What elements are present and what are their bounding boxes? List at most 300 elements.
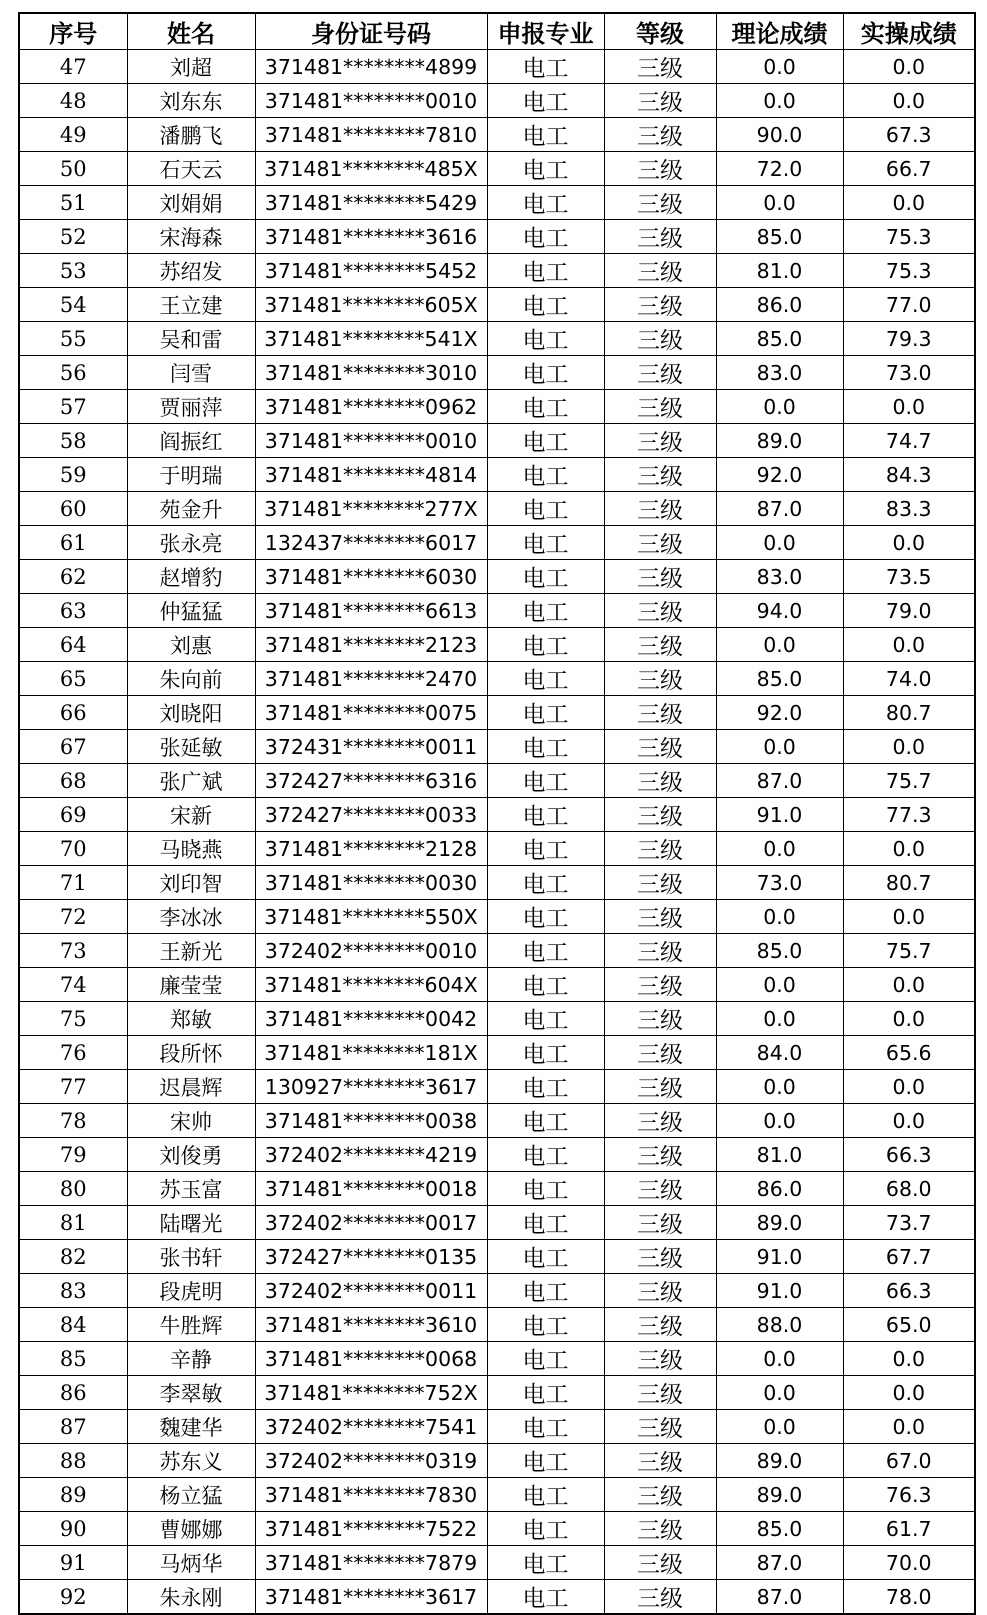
- cell-level: 三级: [604, 526, 716, 560]
- cell-practice-score: 65.6: [843, 1036, 975, 1070]
- cell-theory-score: 85.0: [716, 322, 843, 356]
- cell-seq: 56: [19, 356, 127, 390]
- cell-major: 电工: [487, 84, 604, 118]
- table-row: [19, 458, 975, 492]
- cell-level: 三级: [604, 560, 716, 594]
- cell-practice-score: 77.0: [843, 288, 975, 322]
- cell-name: 张延敏: [127, 730, 255, 764]
- cell-name: 廉莹莹: [127, 968, 255, 1002]
- table-row: [19, 1036, 975, 1070]
- cell-practice-score: 0.0: [843, 390, 975, 424]
- table-row: [19, 1274, 975, 1308]
- cell-id-number: 371481********6030: [255, 560, 487, 594]
- cell-theory-score: 0.0: [716, 1410, 843, 1444]
- cell-id-number: 371481********0010: [255, 84, 487, 118]
- cell-level: 三级: [604, 1308, 716, 1342]
- cell-id-number: 371481********4899: [255, 50, 487, 84]
- cell-practice-score: 73.5: [843, 560, 975, 594]
- cell-practice-score: 80.7: [843, 866, 975, 900]
- cell-theory-score: 89.0: [716, 1478, 843, 1512]
- table-header: [19, 13, 975, 50]
- cell-practice-score: 68.0: [843, 1172, 975, 1206]
- cell-practice-score: 80.7: [843, 696, 975, 730]
- cell-practice-score: 0.0: [843, 1376, 975, 1410]
- cell-id-number: 371481********3010: [255, 356, 487, 390]
- cell-id-number: 371481********0018: [255, 1172, 487, 1206]
- cell-id-number: 371481********5452: [255, 254, 487, 288]
- cell-theory-score: 88.0: [716, 1308, 843, 1342]
- cell-practice-score: 0.0: [843, 1070, 975, 1104]
- cell-id-number: 371481********7810: [255, 118, 487, 152]
- table-row: [19, 1512, 975, 1546]
- cell-id-number: 371481********181X: [255, 1036, 487, 1070]
- cell-name: 刘娟娟: [127, 186, 255, 220]
- cell-seq: 69: [19, 798, 127, 832]
- cell-practice-score: 84.3: [843, 458, 975, 492]
- cell-seq: 92: [19, 1580, 127, 1615]
- cell-practice-score: 65.0: [843, 1308, 975, 1342]
- table-row: [19, 764, 975, 798]
- cell-major: 电工: [487, 1036, 604, 1070]
- cell-level: 三级: [604, 492, 716, 526]
- cell-id-number: 371481********604X: [255, 968, 487, 1002]
- cell-level: 三级: [604, 934, 716, 968]
- table-row: [19, 560, 975, 594]
- cell-seq: 50: [19, 152, 127, 186]
- cell-seq: 49: [19, 118, 127, 152]
- cell-major: 电工: [487, 390, 604, 424]
- cell-practice-score: 74.0: [843, 662, 975, 696]
- cell-practice-score: 75.3: [843, 254, 975, 288]
- cell-name: 张广斌: [127, 764, 255, 798]
- cell-name: 曹娜娜: [127, 1512, 255, 1546]
- cell-theory-score: 83.0: [716, 560, 843, 594]
- cell-theory-score: 0.0: [716, 390, 843, 424]
- cell-id-number: 372402********7541: [255, 1410, 487, 1444]
- cell-practice-score: 75.7: [843, 934, 975, 968]
- cell-level: 三级: [604, 1342, 716, 1376]
- cell-id-number: 130927********3617: [255, 1070, 487, 1104]
- cell-name: 段虎明: [127, 1274, 255, 1308]
- cell-name: 杨立猛: [127, 1478, 255, 1512]
- cell-id-number: 371481********4814: [255, 458, 487, 492]
- cell-level: 三级: [604, 288, 716, 322]
- cell-major: 电工: [487, 866, 604, 900]
- cell-seq: 59: [19, 458, 127, 492]
- cell-seq: 53: [19, 254, 127, 288]
- cell-id-number: 372402********0011: [255, 1274, 487, 1308]
- cell-practice-score: 79.0: [843, 594, 975, 628]
- cell-name: 刘印智: [127, 866, 255, 900]
- cell-name: 王立建: [127, 288, 255, 322]
- cell-practice-score: 66.7: [843, 152, 975, 186]
- table-row: [19, 1546, 975, 1580]
- cell-major: 电工: [487, 1308, 604, 1342]
- cell-name: 牛胜辉: [127, 1308, 255, 1342]
- table-row: [19, 900, 975, 934]
- cell-major: 电工: [487, 968, 604, 1002]
- cell-id-number: 371481********2470: [255, 662, 487, 696]
- cell-id-number: 371481********3616: [255, 220, 487, 254]
- cell-name: 宋帅: [127, 1104, 255, 1138]
- cell-theory-score: 94.0: [716, 594, 843, 628]
- cell-name: 宋新: [127, 798, 255, 832]
- cell-level: 三级: [604, 356, 716, 390]
- cell-theory-score: 87.0: [716, 1546, 843, 1580]
- cell-id-number: 371481********3610: [255, 1308, 487, 1342]
- table-row: [19, 866, 975, 900]
- cell-seq: 83: [19, 1274, 127, 1308]
- cell-major: 电工: [487, 118, 604, 152]
- cell-level: 三级: [604, 1104, 716, 1138]
- cell-practice-score: 74.7: [843, 424, 975, 458]
- cell-theory-score: 89.0: [716, 424, 843, 458]
- cell-practice-score: 61.7: [843, 1512, 975, 1546]
- cell-theory-score: 91.0: [716, 1240, 843, 1274]
- cell-name: 苏东义: [127, 1444, 255, 1478]
- cell-theory-score: 87.0: [716, 492, 843, 526]
- cell-seq: 60: [19, 492, 127, 526]
- cell-major: 电工: [487, 798, 604, 832]
- cell-theory-score: 0.0: [716, 50, 843, 84]
- cell-major: 电工: [487, 50, 604, 84]
- cell-level: 三级: [604, 84, 716, 118]
- cell-theory-score: 84.0: [716, 1036, 843, 1070]
- cell-name: 陆曙光: [127, 1206, 255, 1240]
- cell-id-number: 372402********0010: [255, 934, 487, 968]
- cell-practice-score: 0.0: [843, 526, 975, 560]
- table-row: [19, 1206, 975, 1240]
- cell-practice-score: 0.0: [843, 628, 975, 662]
- cell-practice-score: 79.3: [843, 322, 975, 356]
- cell-seq: 81: [19, 1206, 127, 1240]
- cell-theory-score: 86.0: [716, 288, 843, 322]
- cell-theory-score: 90.0: [716, 118, 843, 152]
- table-row: [19, 1444, 975, 1478]
- cell-theory-score: 87.0: [716, 764, 843, 798]
- cell-seq: 87: [19, 1410, 127, 1444]
- cell-theory-score: 91.0: [716, 798, 843, 832]
- cell-name: 闫雪: [127, 356, 255, 390]
- cell-theory-score: 85.0: [716, 220, 843, 254]
- cell-practice-score: 0.0: [843, 1410, 975, 1444]
- cell-level: 三级: [604, 662, 716, 696]
- cell-id-number: 371481********7879: [255, 1546, 487, 1580]
- cell-level: 三级: [604, 1070, 716, 1104]
- cell-id-number: 371481********752X: [255, 1376, 487, 1410]
- cell-seq: 86: [19, 1376, 127, 1410]
- cell-seq: 65: [19, 662, 127, 696]
- cell-practice-score: 0.0: [843, 1104, 975, 1138]
- cell-seq: 58: [19, 424, 127, 458]
- cell-seq: 54: [19, 288, 127, 322]
- cell-theory-score: 0.0: [716, 1342, 843, 1376]
- table-row: [19, 628, 975, 662]
- table-row: [19, 934, 975, 968]
- cell-level: 三级: [604, 1274, 716, 1308]
- cell-practice-score: 70.0: [843, 1546, 975, 1580]
- cell-id-number: 372427********0033: [255, 798, 487, 832]
- cell-major: 电工: [487, 1580, 604, 1615]
- cell-level: 三级: [604, 1546, 716, 1580]
- table-row: [19, 1478, 975, 1512]
- cell-name: 赵增豹: [127, 560, 255, 594]
- cell-seq: 78: [19, 1104, 127, 1138]
- cell-major: 电工: [487, 1410, 604, 1444]
- table-row: [19, 1410, 975, 1444]
- cell-theory-score: 85.0: [716, 1512, 843, 1546]
- cell-major: 电工: [487, 526, 604, 560]
- cell-level: 三级: [604, 730, 716, 764]
- header-theory-score: 理论成绩: [716, 13, 843, 50]
- cell-seq: 72: [19, 900, 127, 934]
- cell-name: 朱永刚: [127, 1580, 255, 1615]
- cell-major: 电工: [487, 1274, 604, 1308]
- table-row: [19, 424, 975, 458]
- header-major: 申报专业: [487, 13, 604, 50]
- cell-practice-score: 73.7: [843, 1206, 975, 1240]
- cell-name: 郑敏: [127, 1002, 255, 1036]
- cell-id-number: 372427********0135: [255, 1240, 487, 1274]
- cell-id-number: 371481********0042: [255, 1002, 487, 1036]
- table-row: [19, 186, 975, 220]
- cell-practice-score: 78.0: [843, 1580, 975, 1615]
- cell-major: 电工: [487, 934, 604, 968]
- cell-id-number: 372402********0319: [255, 1444, 487, 1478]
- cell-seq: 76: [19, 1036, 127, 1070]
- cell-name: 魏建华: [127, 1410, 255, 1444]
- cell-major: 电工: [487, 1478, 604, 1512]
- cell-major: 电工: [487, 1002, 604, 1036]
- cell-level: 三级: [604, 594, 716, 628]
- cell-major: 电工: [487, 730, 604, 764]
- cell-id-number: 372427********6316: [255, 764, 487, 798]
- cell-practice-score: 0.0: [843, 1002, 975, 1036]
- table-row: [19, 220, 975, 254]
- cell-seq: 90: [19, 1512, 127, 1546]
- cell-name: 刘晓阳: [127, 696, 255, 730]
- cell-name: 马炳华: [127, 1546, 255, 1580]
- table-row: [19, 696, 975, 730]
- cell-id-number: 371481********3617: [255, 1580, 487, 1615]
- cell-level: 三级: [604, 1580, 716, 1615]
- cell-practice-score: 67.0: [843, 1444, 975, 1478]
- cell-seq: 77: [19, 1070, 127, 1104]
- cell-practice-score: 67.3: [843, 118, 975, 152]
- table-row: [19, 492, 975, 526]
- cell-practice-score: 67.7: [843, 1240, 975, 1274]
- cell-major: 电工: [487, 288, 604, 322]
- cell-level: 三级: [604, 866, 716, 900]
- cell-level: 三级: [604, 322, 716, 356]
- cell-level: 三级: [604, 628, 716, 662]
- cell-practice-score: 66.3: [843, 1274, 975, 1308]
- cell-theory-score: 85.0: [716, 934, 843, 968]
- cell-seq: 91: [19, 1546, 127, 1580]
- cell-theory-score: 0.0: [716, 628, 843, 662]
- cell-level: 三级: [604, 1172, 716, 1206]
- cell-major: 电工: [487, 220, 604, 254]
- cell-practice-score: 0.0: [843, 832, 975, 866]
- cell-practice-score: 0.0: [843, 730, 975, 764]
- table-row: [19, 84, 975, 118]
- header-row: [19, 13, 975, 50]
- cell-theory-score: 0.0: [716, 186, 843, 220]
- header-level: 等级: [604, 13, 716, 50]
- cell-id-number: 371481********0010: [255, 424, 487, 458]
- cell-name: 刘俊勇: [127, 1138, 255, 1172]
- cell-major: 电工: [487, 662, 604, 696]
- cell-name: 张书轩: [127, 1240, 255, 1274]
- cell-level: 三级: [604, 186, 716, 220]
- cell-major: 电工: [487, 152, 604, 186]
- table-row: [19, 730, 975, 764]
- table-row: [19, 1138, 975, 1172]
- cell-level: 三级: [604, 1240, 716, 1274]
- cell-theory-score: 73.0: [716, 866, 843, 900]
- cell-theory-score: 0.0: [716, 1104, 843, 1138]
- table-row: [19, 356, 975, 390]
- cell-id-number: 371481********0030: [255, 866, 487, 900]
- cell-major: 电工: [487, 1444, 604, 1478]
- header-practice-score: 实操成绩: [843, 13, 975, 50]
- cell-major: 电工: [487, 1546, 604, 1580]
- cell-seq: 61: [19, 526, 127, 560]
- cell-id-number: 372402********0017: [255, 1206, 487, 1240]
- cell-major: 电工: [487, 696, 604, 730]
- cell-level: 三级: [604, 1512, 716, 1546]
- cell-name: 段所怀: [127, 1036, 255, 1070]
- cell-practice-score: 0.0: [843, 900, 975, 934]
- cell-practice-score: 0.0: [843, 968, 975, 1002]
- cell-seq: 51: [19, 186, 127, 220]
- cell-name: 于明瑞: [127, 458, 255, 492]
- cell-major: 电工: [487, 1138, 604, 1172]
- cell-practice-score: 0.0: [843, 1342, 975, 1376]
- cell-level: 三级: [604, 900, 716, 934]
- table-row: [19, 662, 975, 696]
- cell-id-number: 371481********0075: [255, 696, 487, 730]
- cell-level: 三级: [604, 390, 716, 424]
- cell-major: 电工: [487, 322, 604, 356]
- table-row: [19, 798, 975, 832]
- cell-theory-score: 81.0: [716, 1138, 843, 1172]
- cell-practice-score: 83.3: [843, 492, 975, 526]
- cell-id-number: 372431********0011: [255, 730, 487, 764]
- table-row: [19, 322, 975, 356]
- cell-name: 迟晨辉: [127, 1070, 255, 1104]
- cell-theory-score: 89.0: [716, 1444, 843, 1478]
- cell-seq: 64: [19, 628, 127, 662]
- table-row: [19, 1070, 975, 1104]
- cell-seq: 79: [19, 1138, 127, 1172]
- table-row: [19, 1342, 975, 1376]
- cell-major: 电工: [487, 424, 604, 458]
- cell-theory-score: 83.0: [716, 356, 843, 390]
- table-body: [19, 50, 975, 1615]
- cell-name: 石天云: [127, 152, 255, 186]
- cell-name: 阎振红: [127, 424, 255, 458]
- cell-seq: 52: [19, 220, 127, 254]
- table-row: [19, 50, 975, 84]
- cell-level: 三级: [604, 764, 716, 798]
- table-row: [19, 288, 975, 322]
- cell-level: 三级: [604, 1478, 716, 1512]
- cell-major: 电工: [487, 254, 604, 288]
- table-row: [19, 1580, 975, 1615]
- cell-seq: 88: [19, 1444, 127, 1478]
- cell-theory-score: 89.0: [716, 1206, 843, 1240]
- cell-major: 电工: [487, 594, 604, 628]
- cell-name: 刘超: [127, 50, 255, 84]
- cell-theory-score: 0.0: [716, 526, 843, 560]
- cell-name: 苑金升: [127, 492, 255, 526]
- cell-name: 刘惠: [127, 628, 255, 662]
- cell-level: 三级: [604, 1036, 716, 1070]
- cell-theory-score: 72.0: [716, 152, 843, 186]
- table-row: [19, 832, 975, 866]
- cell-major: 电工: [487, 356, 604, 390]
- cell-level: 三级: [604, 1410, 716, 1444]
- cell-theory-score: 81.0: [716, 254, 843, 288]
- cell-level: 三级: [604, 798, 716, 832]
- cell-name: 李翠敏: [127, 1376, 255, 1410]
- cell-theory-score: 91.0: [716, 1274, 843, 1308]
- cell-practice-score: 66.3: [843, 1138, 975, 1172]
- cell-major: 电工: [487, 1342, 604, 1376]
- cell-major: 电工: [487, 1376, 604, 1410]
- cell-theory-score: 86.0: [716, 1172, 843, 1206]
- cell-level: 三级: [604, 696, 716, 730]
- cell-id-number: 371481********2123: [255, 628, 487, 662]
- cell-id-number: 371481********277X: [255, 492, 487, 526]
- table-row: [19, 1376, 975, 1410]
- cell-theory-score: 0.0: [716, 900, 843, 934]
- cell-major: 电工: [487, 764, 604, 798]
- cell-level: 三级: [604, 1206, 716, 1240]
- cell-seq: 66: [19, 696, 127, 730]
- cell-major: 电工: [487, 628, 604, 662]
- table-row: [19, 390, 975, 424]
- cell-major: 电工: [487, 560, 604, 594]
- cell-id-number: 371481********605X: [255, 288, 487, 322]
- cell-level: 三级: [604, 1376, 716, 1410]
- cell-level: 三级: [604, 1444, 716, 1478]
- table-row: [19, 594, 975, 628]
- cell-theory-score: 0.0: [716, 968, 843, 1002]
- cell-id-number: 371481********0068: [255, 1342, 487, 1376]
- cell-seq: 71: [19, 866, 127, 900]
- cell-practice-score: 0.0: [843, 84, 975, 118]
- cell-level: 三级: [604, 458, 716, 492]
- cell-seq: 75: [19, 1002, 127, 1036]
- cell-practice-score: 75.3: [843, 220, 975, 254]
- cell-seq: 62: [19, 560, 127, 594]
- cell-level: 三级: [604, 50, 716, 84]
- cell-seq: 47: [19, 50, 127, 84]
- cell-id-number: 371481********7522: [255, 1512, 487, 1546]
- cell-major: 电工: [487, 492, 604, 526]
- cell-seq: 70: [19, 832, 127, 866]
- table-row: [19, 1240, 975, 1274]
- cell-practice-score: 0.0: [843, 186, 975, 220]
- cell-name: 宋海森: [127, 220, 255, 254]
- cell-seq: 74: [19, 968, 127, 1002]
- cell-id-number: 371481********6613: [255, 594, 487, 628]
- cell-practice-score: 76.3: [843, 1478, 975, 1512]
- cell-level: 三级: [604, 118, 716, 152]
- cell-practice-score: 0.0: [843, 50, 975, 84]
